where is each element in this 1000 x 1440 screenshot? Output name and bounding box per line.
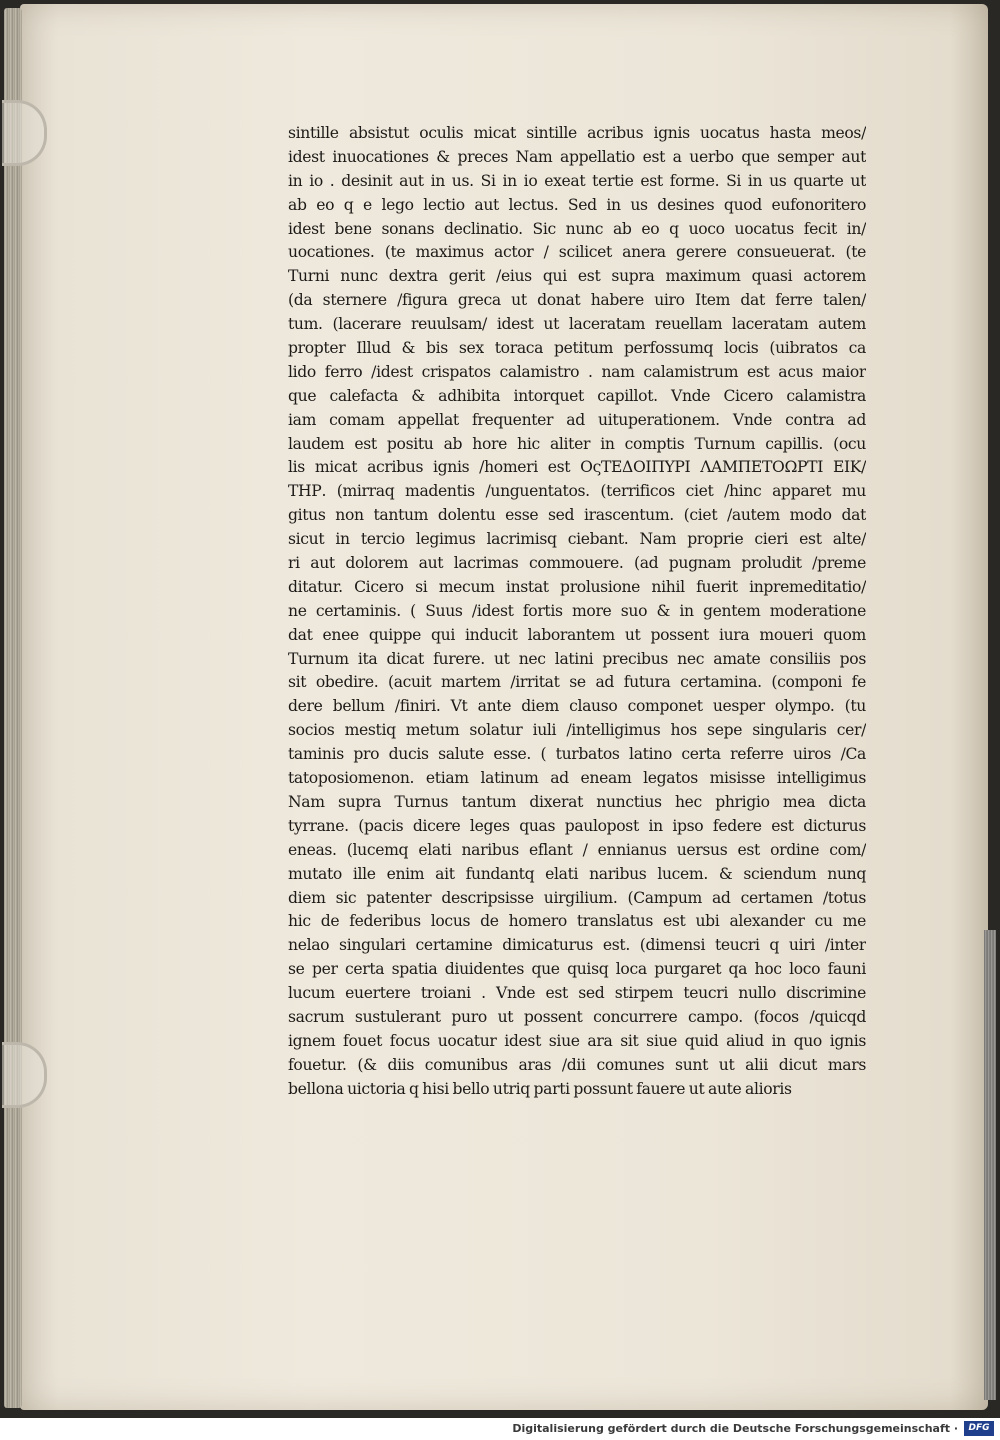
text-line: dere bellum /finiri. Vt ante diem clauso componet uesper olympo. (tu (288, 697, 866, 716)
text-line: eneas. (lucemq elati naribus eflant / ennianus uersus est ordine com/ (288, 840, 866, 859)
text-line: propter Illud & bis sex toraca petitum perfossumq locis (uibratos ca (288, 339, 866, 358)
text-line: bellona uictoria q hisi bello utriq parti possunt fauere ut aute alioris (288, 1079, 792, 1098)
text-line: sit obedire. (acuit martem /irritat se ad futura certamina. (componi fe (288, 673, 866, 692)
text-line: gitus non tantum dolentu esse sed irascentum. (ciet /autem modo dat (288, 506, 866, 525)
text-line: ab eo q e lego lectio aut lectus. Sed in us desines quod eufonoritero (288, 195, 866, 214)
text-line: ignem fouet focus uocatur idest siue ara sit siue quid aliud in quo ignis (288, 1031, 866, 1050)
text-line: nelao singulari certamine dimicaturus est. (dimensi teucri q uiri /inter (288, 936, 866, 955)
text-line: lis micat acribus ignis /homeri est ΟςΤΕΔΟΙΠΥΡΙ ΛΑΜΠΕΤΟΩΡΤΙ ΕΙΚ/ (288, 458, 866, 477)
text-line: laudem est positu ab hore hic aliter in comptis Turnum capillis. (ocu (288, 434, 866, 453)
footer-bar (0, 1418, 1000, 1440)
text-line: Turnum ita dicat furere. ut nec latini precibus nec amate consiliis pos (288, 649, 866, 668)
text-line: ne certaminis. ( Suus /idest fortis more suo & in gentem moderatione (288, 601, 866, 620)
text-line: socios mestiq metum solatur iuli /intelligimus hos sepe singularis cer/ (288, 721, 866, 740)
text-line: taminis pro ducis salute esse. ( turbatos latino certa referre uiros /Ca (288, 745, 866, 764)
text-line: lucum euertere troiani . Vnde est sed stirpem teucri nullo discrimine (288, 984, 866, 1003)
page-stack-edge (4, 8, 22, 1408)
text-line: tyrrane. (pacis dicere leges quas paulopost in ipso federe est dicturus (288, 816, 866, 835)
text-line: dat enee quippe qui inducit laborantem ut possent iura moueri quom (288, 625, 866, 644)
text-line: Nam supra Turnus tantum dixerat nunctius hec phrigio mea dicta (288, 792, 866, 811)
text-line: ri aut dolorem aut lacrimas commouere. (ad pugnam proludit /preme (288, 554, 866, 573)
text-line: lido ferro /idest crispatos calamistro . nam calamistrum est acus maior (288, 362, 866, 381)
incunable-text-block (288, 122, 866, 1102)
right-book-edge (984, 930, 996, 1400)
text-line: uocationes. (te maximus actor / scilicet anera gerere consueuerat. (te (288, 243, 866, 262)
text-line: ditatur. Cicero si mecum instat prolusione nihil fuerit inpremeditatio/ (288, 577, 866, 596)
text-line: que calefacta & adhibita intorquet capillot. Vnde Cicero calamistra (288, 386, 866, 405)
text-line: sicut in tercio legimus lacrimisq ciebant. Nam proprie cieri est alte/ (288, 530, 866, 549)
text-line: fouetur. (& diis comunibus aras /dii comunes sunt ut alii dicut mars (288, 1055, 866, 1074)
text-line: idest inuocationes & preces Nam appellatio est a uerbo que semper aut (288, 147, 866, 166)
dfg-logo-icon: DFG (964, 1421, 994, 1436)
funding-credit: Digitalisierung gefördert durch die Deutsche Forschungsgemeinschaft · (512, 1422, 958, 1435)
text-line: idest bene sonans declinatio. Sic nunc ab eo q uoco uocatus fecit in/ (288, 219, 866, 238)
text-line: se per certa spatia diuidentes que quisq loca purgaret qa hoc loco fauni (288, 960, 866, 979)
text-line: mutato ille enim ait fundantq elati naribus lucem. & sciendum nunq (288, 864, 866, 883)
text-line: ΤΗΡ. (mirraq madentis /unguentatos. (terrificos ciet /hinc apparet mu (288, 482, 866, 501)
text-line: iam comam appellat frequenter ad uituperationem. Vnde contra ad (288, 410, 866, 429)
text-line: sacrum sustulerant puro ut possent concurrere campo. (focos /quicqd (288, 1007, 866, 1026)
text-line: tatoposiomenon. etiam latinum ad eneam legatos misisse intelligimus (288, 769, 866, 788)
text-line: in io . desinit aut in us. Si in io exeat tertie est forme. Si in us quarte ut (288, 171, 866, 190)
text-line: sintille absistut oculis micat sintille acribus ignis uocatus hasta meos/ (288, 124, 866, 142)
text-line: Turni nunc dextra gerit /eius qui est supra maximum quasi actorem (288, 267, 866, 286)
text-line: hic de federibus locus de homero translatus est ubi alexander cu me (288, 912, 866, 931)
text-line: diem sic patenter descripsisse uirgilium. (Campum ad certamen /totus (288, 888, 866, 907)
text-line: tum. (lacerare reuulsam/ idest ut laceratam reuellam laceratam autem (288, 315, 866, 334)
text-line: (da sternere /figura greca ut donat habere uiro Item dat ferre talen/ (288, 291, 866, 310)
